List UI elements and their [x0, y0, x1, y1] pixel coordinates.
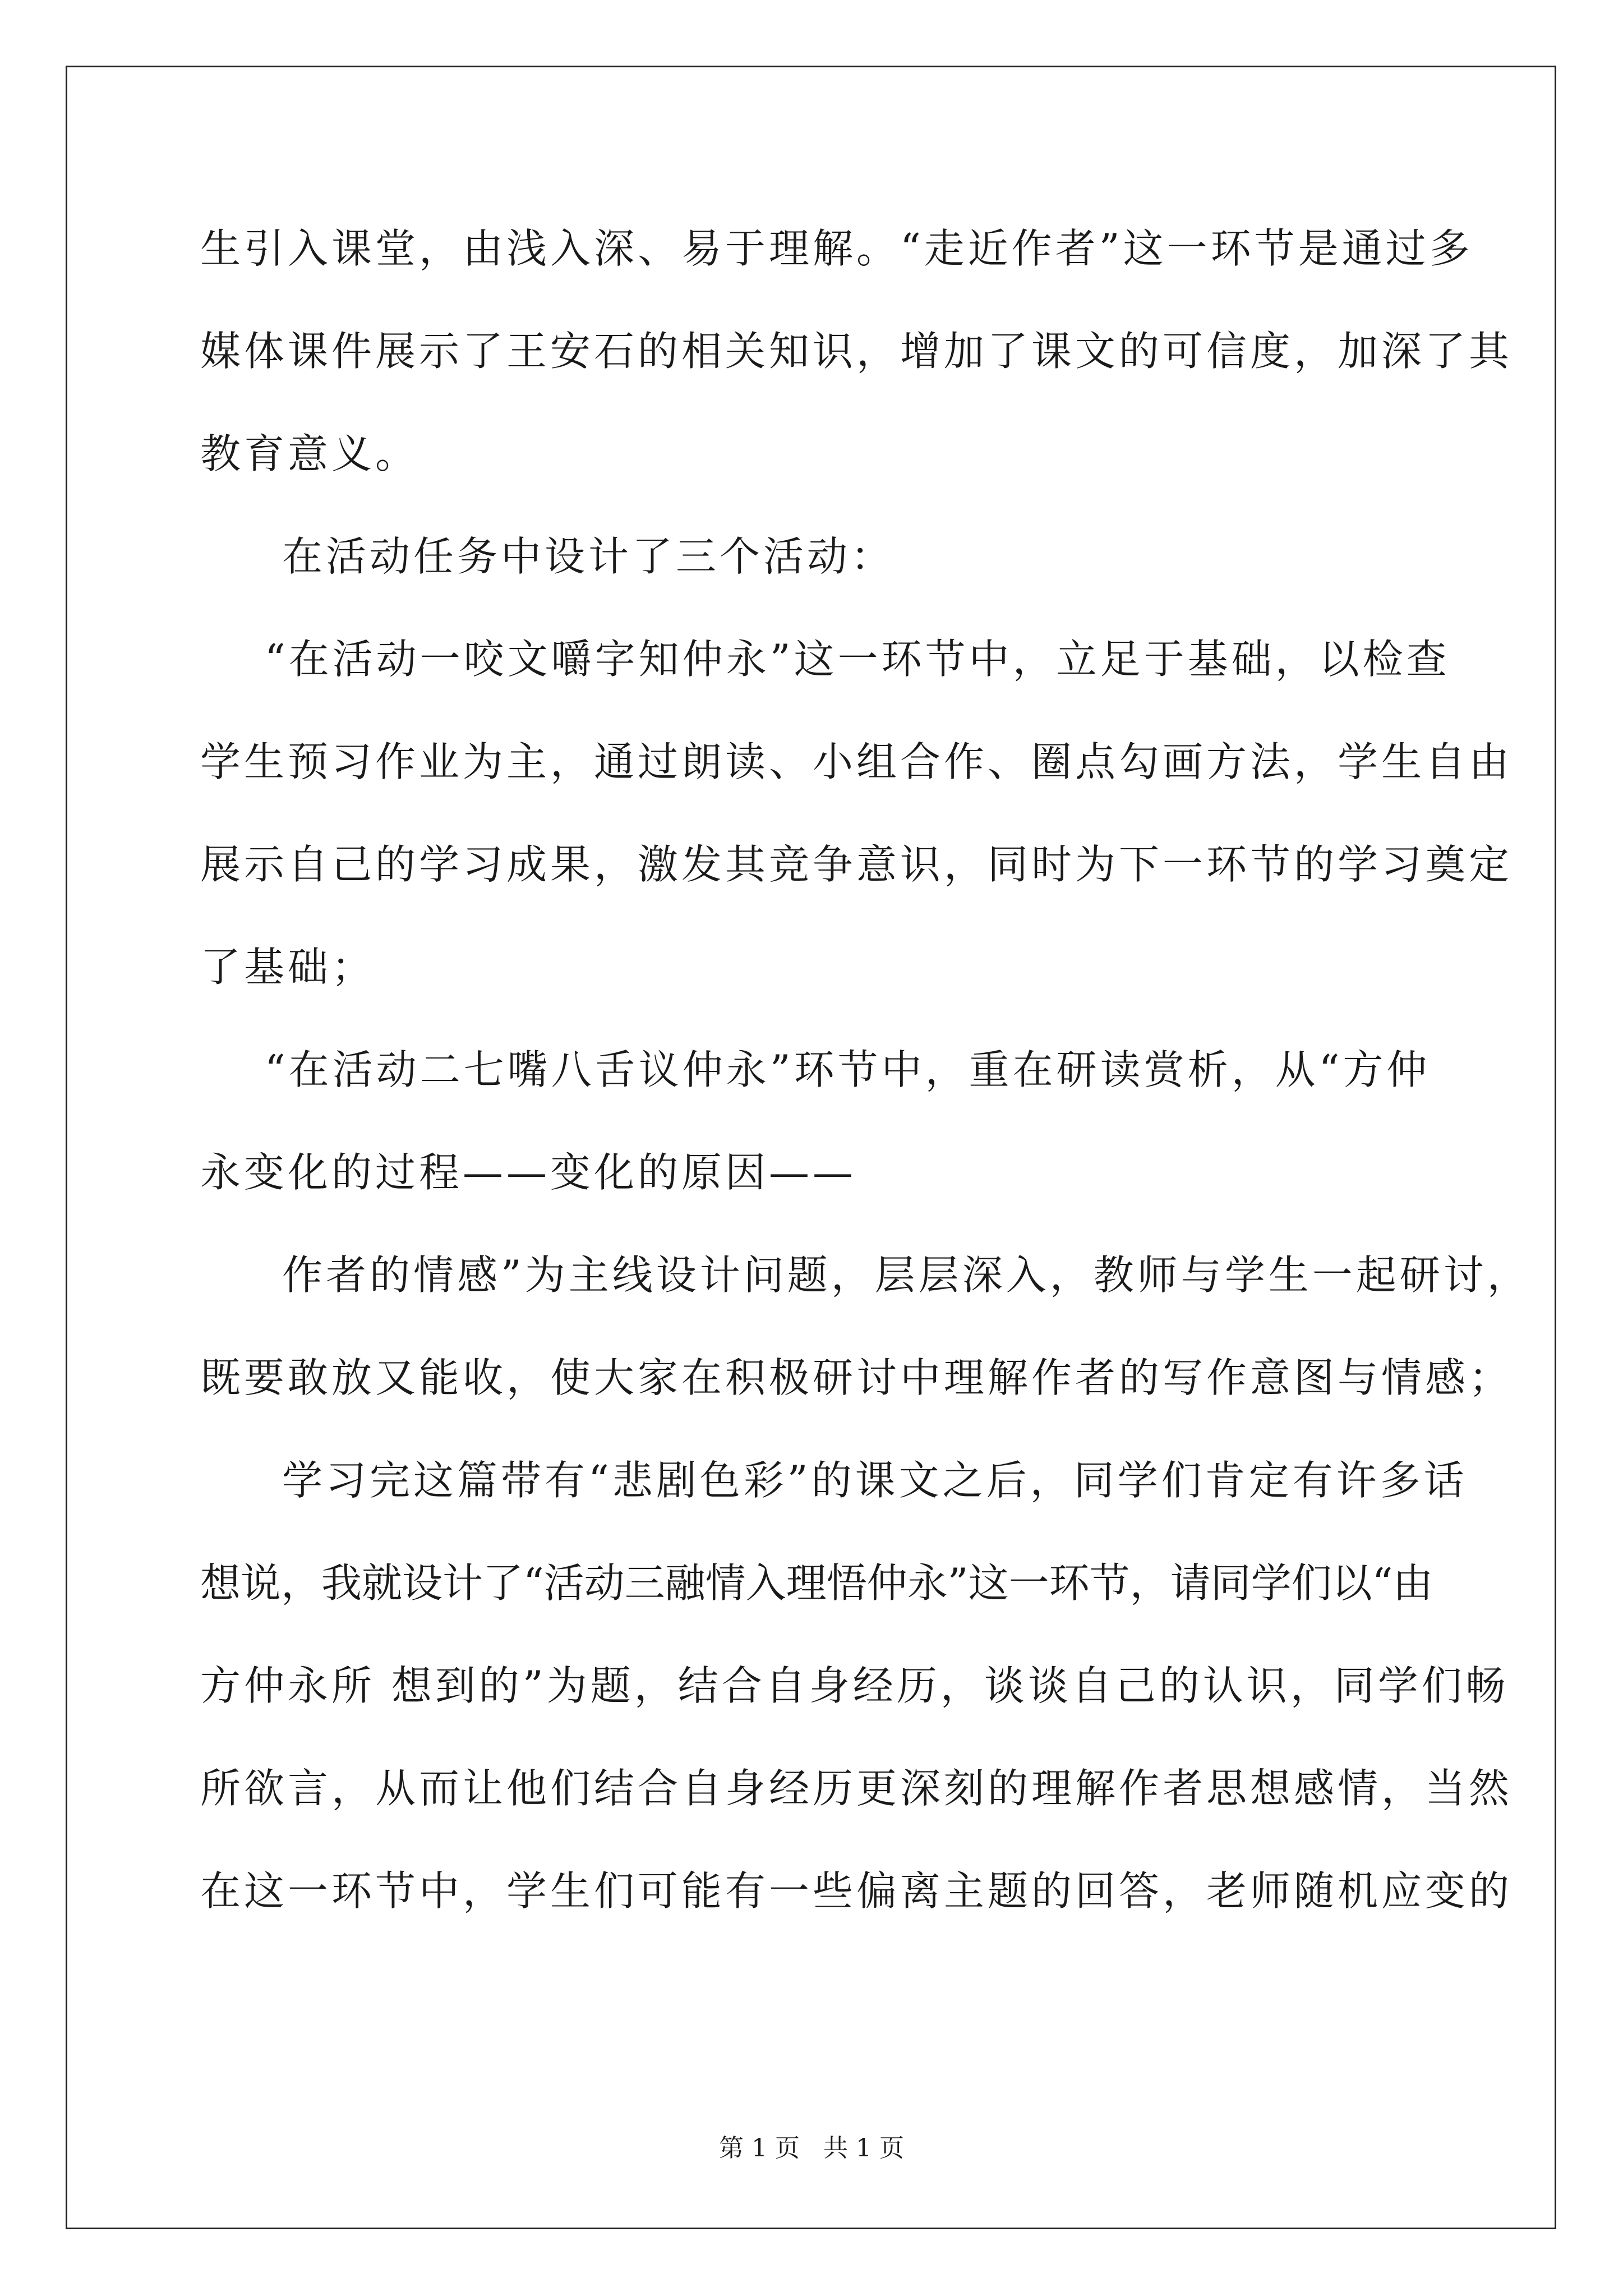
text-line: 生引入课堂，由浅入深、易于理解。“走近作者”这一环节是通过多 [200, 225, 1473, 272]
text-line: 学习完这篇带有“悲剧色彩”的课文之后，同学们肯定有许多话 [282, 1457, 1468, 1504]
text-line: 教育意义。 [200, 430, 419, 477]
text-line: 方仲永所 想到的”为题，结合自身经历，谈谈自己的认识，同学们畅 [200, 1662, 1509, 1709]
text-line: 所欲言，从而让他们结合自身经历更深刻的理解作者思想感情，当然 [200, 1765, 1513, 1812]
text-line: 学生预习作业为主，通过朗读、小组合作、圈点勾画方法，学生自由 [200, 738, 1513, 785]
text-line: 既要敢放又能收，使大家在积极研讨中理解作者的写作意图与情感； [200, 1354, 1513, 1401]
text-line: 在这一环节中，学生们可能有一些偏离主题的回答，老师随机应变的 [200, 1867, 1513, 1915]
text-line: 媒体课件展示了王安石的相关知识，增加了课文的可信度，加深了其 [200, 328, 1513, 375]
page-number: 第 1 页 共 1 页 [719, 2134, 904, 2162]
text-line: 想说，我就设计了“活动三融情入理悟仲永”这一环节，请同学们以“由 [200, 1559, 1433, 1607]
text-line: 永变化的过程——变化的原因—— [200, 1149, 857, 1196]
text-line: “在活动二七嘴八舌议仲永”环节中，重在研读赏析，从“方仲 [265, 1046, 1431, 1093]
text-line: 了基础； [200, 944, 376, 991]
text-line: “在活动一咬文嚼字知仲永”这一环节中，立足于基础，以检查 [265, 636, 1450, 683]
text-line: 展示自己的学习成果，激发其竞争意识，同时为下一环节的学习奠定 [200, 841, 1513, 888]
text-line: 在活动任务中设计了三个活动： [282, 533, 895, 580]
text-line: 作者的情感”为主线设计问题，层层深入，教师与学生一起研讨， [282, 1251, 1531, 1299]
